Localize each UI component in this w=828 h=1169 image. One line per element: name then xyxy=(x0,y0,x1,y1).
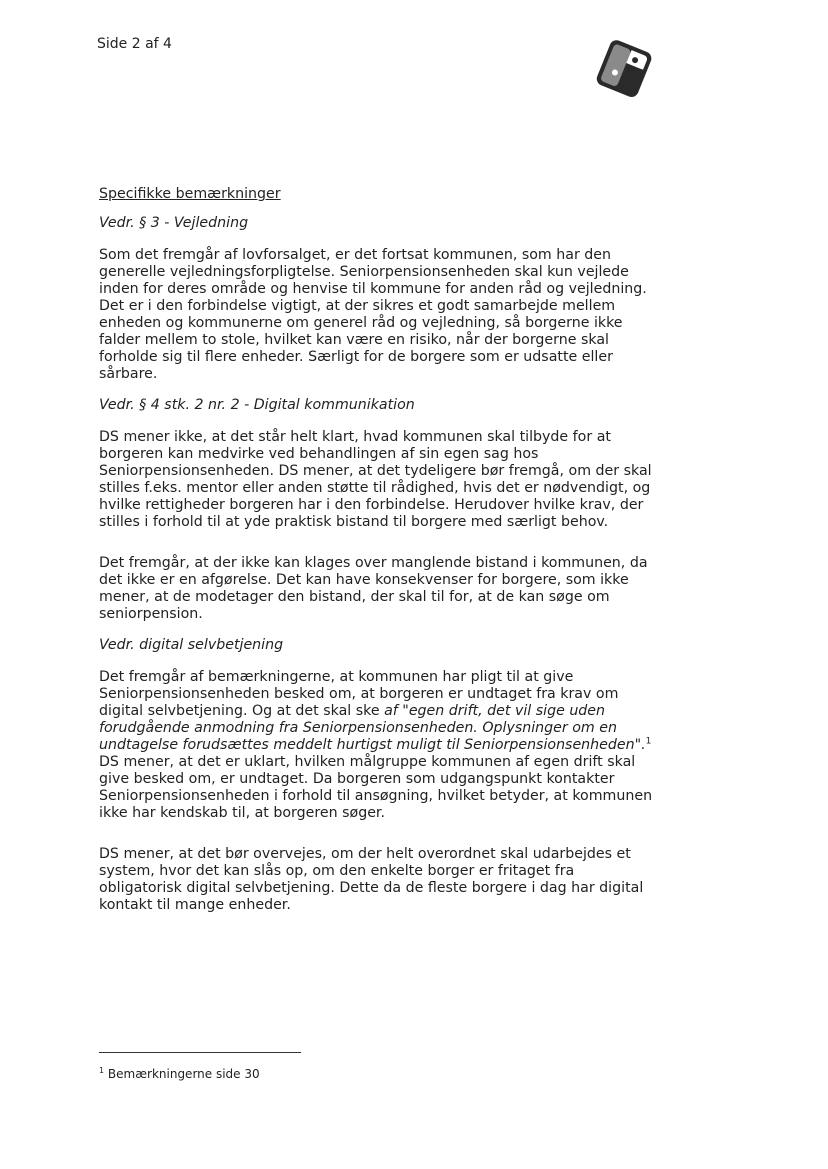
footnote-text: Bemærkningerne side 30 xyxy=(107,1067,260,1081)
subheading-digital-selvbetjening: Vedr. digital selvbetjening xyxy=(99,637,284,653)
paragraph xyxy=(99,669,659,822)
quote-text: af "egen drift, det vil sige uden forudgående anmodning fra Seniorpensionsenheden. Oplysninger om en undtagelse forudsættes meddelt hurtigst muligt til Seniorpensionsenheden". xyxy=(99,703,646,753)
document-body xyxy=(99,186,659,928)
paragraph: Det fremgår, at der ikke kan klages over manglende bistand i kommunen, da det ikke er en afgørelse. Det kan have konsekvenser for borgere, som ikke mener, at de modetager den bistand, der skal til for, at de kan søge om seniorpension. xyxy=(99,555,648,622)
footnote-number: 1 xyxy=(99,1066,105,1075)
paragraph-text: Det fremgår af bemærkningerne, at kommunen har pligt til at give Seniorpensionsenheden besked om, at borgeren er undtaget fra krav om digital selvbetjening. Og at det skal ske xyxy=(99,669,619,719)
subheading-digital-kommunikation: Vedr. § 4 stk. 2 nr. 2 - Digital kommunikation xyxy=(99,397,415,413)
paragraph: Som det fremgår af lovforsalget, er det fortsat kommunen, som har den generelle vejledningsforpligtelse. Seniorpensionsenheden skal kun vejlede inden for deres område og henvise til kommune for anden råd og vejledning. Det er i den forbindelse vigtigt, at der sikres et godt samarbejde mellem enheden og kommunerne om generel råd og vejledning, så borgerne ikke falder mellem to stole, hvilket kan være en risiko, når der borgerne skal forholde sig til flere enheder. Særligt for de borgere som er udsatte eller sårbare. xyxy=(99,247,647,382)
paragraph: DS mener, at det bør overvejes, om der helt overordnet skal udarbejdes et system, hvor det kan slås op, om den enkelte borger er fritaget fra obligatorisk digital selvbetjening. Dette da de fleste borgere i dag har digital kontakt til mange enheder. xyxy=(99,846,644,913)
footnote xyxy=(99,1067,260,1081)
ds-logo-icon xyxy=(593,38,657,100)
paragraph-text: DS mener, at det er uklart, hvilken målgruppe kommunen af egen drift skal give besked om, er undtaget. Da borgeren som udgangspunkt kontakter Seniorpensionsenheden i forhold til ansøgning, hvilket betyder, at kommunen ikke har kendskab til, at borgeren søger. xyxy=(99,754,653,821)
section-heading: Specifikke bemærkninger xyxy=(99,186,281,202)
footnote-divider xyxy=(99,1052,301,1053)
page-number: Side 2 af 4 xyxy=(97,36,172,52)
paragraph: DS mener ikke, at det står helt klart, hvad kommunen skal tilbyde for at borgeren kan medvirke ved behandlingen af sin egen sag hos Seniorpensionsenheden. DS mener, at det tydeligere bør fremgå, om der skal stilles f.eks. mentor eller anden støtte til rådighed, hvis det er nødvendigt, og hvilke rettigheder borgeren har i den forbindelse. Herudover hvilke krav, der stilles i forhold til at yde praktisk bistand til borgere med særligt behov. xyxy=(99,429,652,530)
footnote-reference: 1 xyxy=(645,736,652,747)
subheading-vejledning: Vedr. § 3 - Vejledning xyxy=(99,215,249,231)
